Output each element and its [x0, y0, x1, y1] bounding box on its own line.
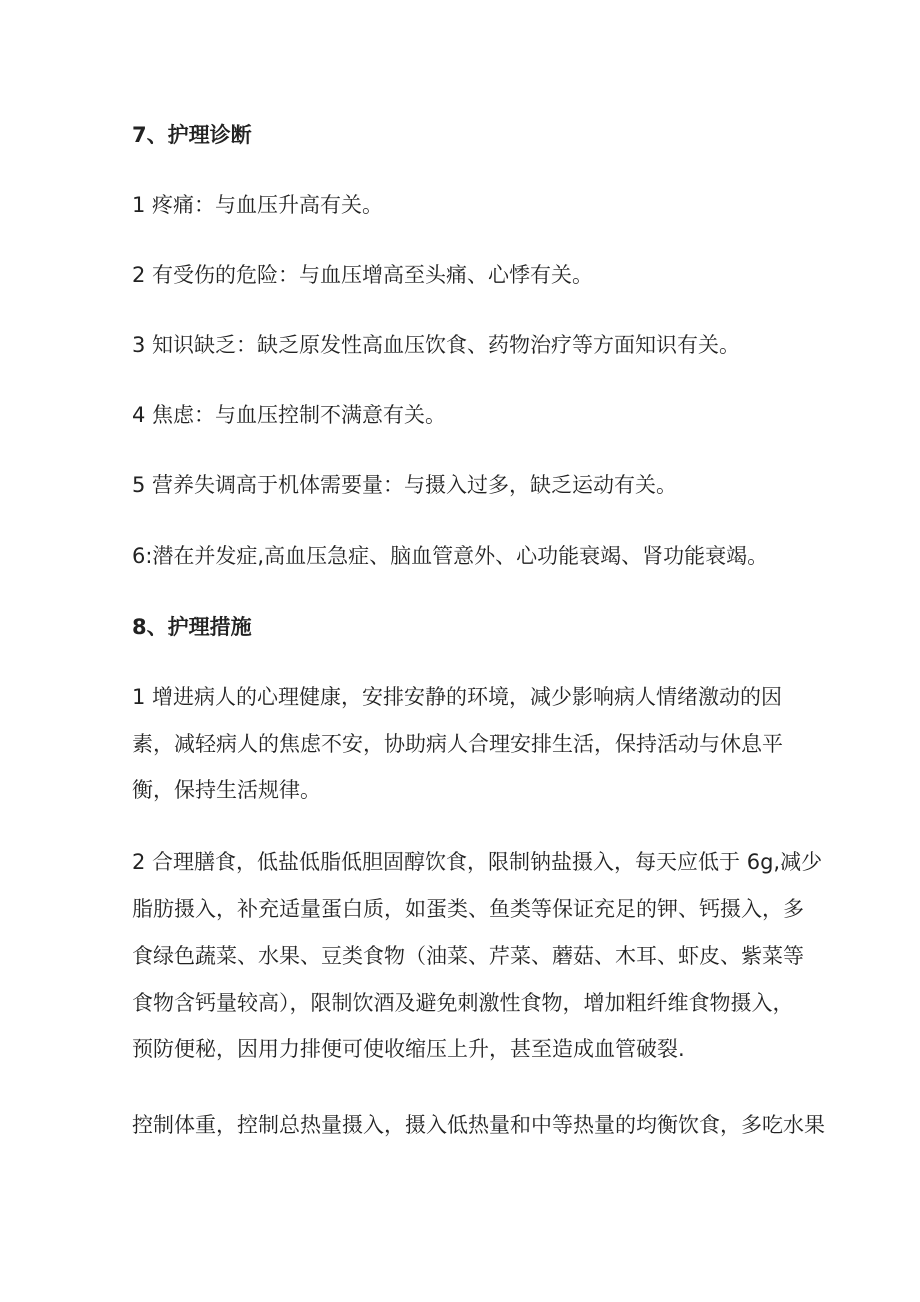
section-7-heading: 7、护理诊断 — [132, 123, 252, 147]
measure-2-line: 脂肪摄入，补充适量蛋白质，如蛋类、鱼类等保证充足的钾、钙摄入，多 — [132, 897, 804, 921]
diagnosis-item-6: 6:潜在并发症,高血压急症、脑血管意外、心功能衰竭、肾功能衰竭。 — [132, 544, 769, 568]
section-8-heading: 8、护理措施 — [132, 615, 252, 639]
diagnosis-item-4: 4 焦虑：与血压控制不满意有关。 — [132, 403, 447, 427]
measure-2-line: 2 合理膳食，低盐低脂低胆固醇饮食，限制钠盐摄入，每天应低于 6g,减少 — [132, 850, 823, 874]
diagnosis-item-5: 5 营养失调高于机体需要量：与摄入过多，缺乏运动有关。 — [132, 473, 678, 497]
measure-2-line: 食物含钙量较高），限制饮酒及避免刺激性食物，增加粗纤维食物摄入， — [132, 991, 794, 1015]
measure-3-line: 控制体重，控制总热量摄入，摄入低热量和中等热量的均衡饮食，多吃水果 — [132, 1113, 825, 1137]
measure-2-line: 预防便秘，因用力排便可使收缩压上升，甚至造成血管破裂. — [132, 1037, 685, 1061]
measure-2-line: 食绿色蔬菜、水果、豆类食物（油菜、芹菜、蘑菇、木耳、虾皮、紫菜等 — [132, 944, 804, 968]
measure-1-line: 素，减轻病人的焦虑不安，协助病人合理安排生活，保持活动与休息平 — [132, 732, 783, 756]
diagnosis-item-1: 1 疼痛：与血压升高有关。 — [132, 193, 384, 217]
measure-1-line: 1 增进病人的心理健康，安排安静的环境，减少影响病人情绪激动的因 — [132, 685, 783, 709]
measure-1-line: 衡，保持生活规律。 — [132, 778, 321, 802]
diagnosis-item-2: 2 有受伤的危险：与血压增高至头痛、心悸有关。 — [132, 263, 594, 287]
diagnosis-item-3: 3 知识缺乏：缺乏原发性高血压饮食、药物治疗等方面知识有关。 — [132, 333, 741, 357]
